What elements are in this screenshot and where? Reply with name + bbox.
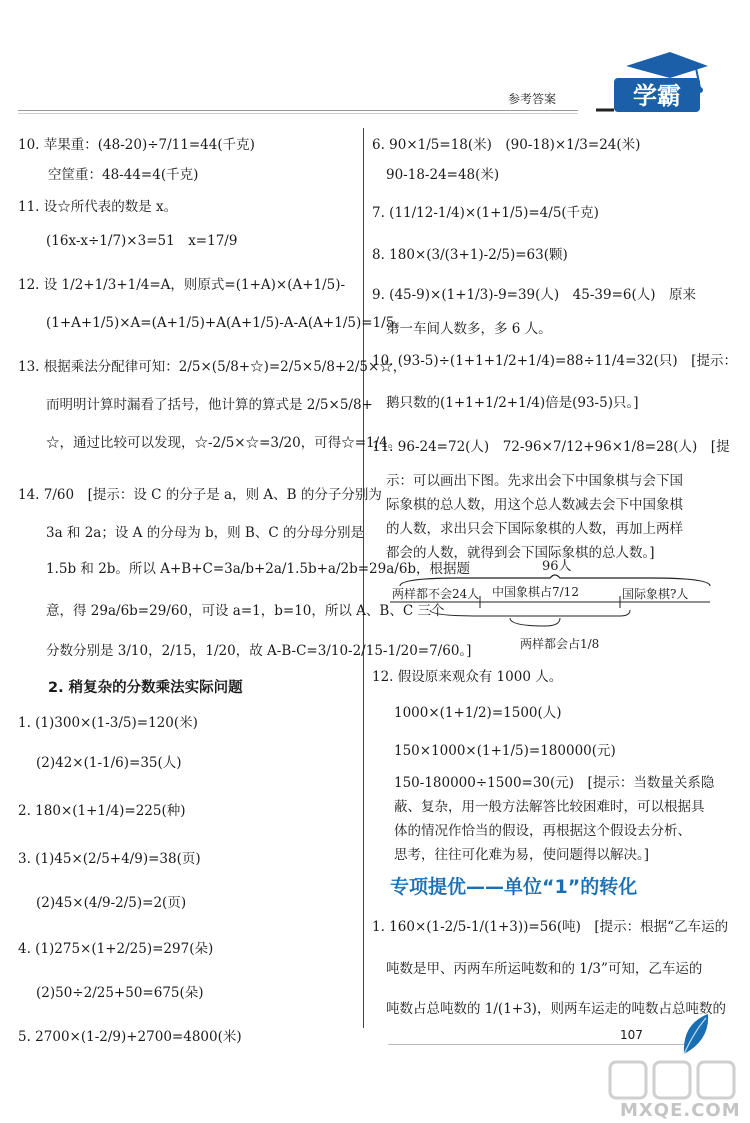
answer-line: 际象棋的总人数，用这个总人数减去会下中国象棋 xyxy=(386,497,683,513)
answer-line: 意，得 29a/6b=29/60，可设 a=1，b=10，所以 A、B、C 三个 xyxy=(46,603,445,619)
chess-diagram xyxy=(380,556,720,656)
column-divider xyxy=(363,128,364,1028)
special-section-title: 专项提优——单位“1”的转化 xyxy=(390,876,638,898)
answer-line: 90-18-24=48(米) xyxy=(386,167,500,183)
answer-line: 10. 苹果重：(48-20)÷7/11=44(千克) xyxy=(18,137,255,153)
answer-line: 的人数，求出只会下国际象棋的人数，再加上两样 xyxy=(386,521,683,537)
answer-line: 3a 和 2a；设 A 的分母为 b，则 B、C 的分母分别是 xyxy=(46,525,364,541)
answer-line: 吨数是甲、丙两车所运吨数和的 1/3”可知，乙车运的 xyxy=(386,961,703,977)
answer-line: 而明明计算时漏看了括号，他计算的算式是 2/5×5/8+ xyxy=(46,397,373,413)
leaf-icon xyxy=(680,1010,712,1058)
answer-line: (1+A+1/5)×A=(A+1/5)+A(A+1/5)-A-A(A+1/5)=1/5。 xyxy=(46,315,408,331)
answer-line: 13. 根据乘法分配律可知：2/5×(5/8+☆)=2/5×5/8+2/5×☆， xyxy=(18,359,407,375)
answer-line: 吨数占总吨数的 1/(1+3)，则两车运走的吨数占总吨数的 xyxy=(386,1001,726,1017)
answer-line: 7. (11/12-1/4)×(1+1/5)=4/5(千克) xyxy=(372,205,599,221)
answer-line: 12. 假设原来观众有 1000 人。 xyxy=(372,669,563,685)
answer-line: 3. (1)45×(2/5+4/9)=38(页) xyxy=(18,851,201,867)
watermark-text: MXQE.COM xyxy=(620,1100,741,1121)
diagram-total-label: 96人 xyxy=(542,559,572,574)
section-title: 2. 稍复杂的分数乘法实际问题 xyxy=(48,680,243,696)
footer-rule xyxy=(388,1044,688,1045)
answer-line: 分数分别是 3/10，2/15，1/20，故 A-B-C=3/10-2/15-1/20=7/60。] xyxy=(46,643,472,659)
answer-line: 示：可以画出下图。先求出会下中国象棋与会下国 xyxy=(386,473,683,489)
answer-line: 150-180000÷1500=30(元) [提示：当数量关系隐 xyxy=(394,775,715,791)
logo-text: 学霸 xyxy=(633,82,681,110)
page-number: 107 xyxy=(620,1028,643,1042)
diagram-intl-chess-label: 国际象棋?人 xyxy=(622,587,689,601)
answer-line: 4. (1)275×(1+2/25)=297(朵) xyxy=(18,941,214,957)
answer-line: 1. 160×(1-2/5-1/(1+3))=56(吨) [提示：根据“乙车运的 xyxy=(372,919,729,935)
header-rule xyxy=(18,110,578,111)
answer-line: 都会的人数，就得到会下国际象棋的总人数。] xyxy=(386,545,655,561)
answer-line: 5. 2700×(1-2/9)+2700=4800(米) xyxy=(18,1029,242,1045)
answer-line: 思考，往往可化难为易，使问题得以解决。] xyxy=(394,847,650,863)
answer-line: 150×1000×(1+1/5)=180000(元) xyxy=(394,743,616,759)
answer-line: 10. (93-5)÷(1+1+1/2+1/4)=88÷11/4=32(只) [提示： xyxy=(372,353,737,369)
diagram-chinese-chess-label: 中国象棋占7/12 xyxy=(492,585,579,599)
answer-line: 6. 90×1/5=18(米) (90-18)×1/3=24(米) xyxy=(372,137,641,153)
answer-line: 8. 180×(3/(3+1)-2/5)=63(颗) xyxy=(372,247,568,263)
answer-line: 第一车间人数多，多 6 人。 xyxy=(386,321,552,337)
answer-line: 11. 96-24=72(人) 72-96×7/12+96×1/8=28(人) [提 xyxy=(372,439,730,455)
answer-line: 14. 7/60 [提示：设 C 的分子是 a，则 A、B 的分子分别为 xyxy=(18,487,382,503)
diagram-both-label: 两样都会占1/8 xyxy=(520,637,600,651)
answer-line: 9. (45-9)×(1+1/3)-9=39(人) 45-39=6(人) 原来 xyxy=(372,287,697,303)
header-rule-secondary xyxy=(18,113,578,114)
xueba-logo xyxy=(596,52,708,122)
header-label: 参考答案 xyxy=(508,92,557,106)
answer-line: 1.5b 和 2b。所以 A+B+C=3a/b+2a/1.5b+a/2b=29a/6b，根据题 xyxy=(46,561,471,577)
answer-line: 2. 180×(1+1/4)=225(种) xyxy=(18,803,186,819)
answer-line: 1000×(1+1/2)=1500(人) xyxy=(394,705,562,721)
answer-line: 鹅只数的(1+1+1/2+1/4)倍是(93-5)只。] xyxy=(386,395,639,411)
answer-line: 空筐重：48-44=4(千克) xyxy=(48,167,199,183)
diagram-neither-label: 两样都不会24人 xyxy=(392,587,480,601)
answer-line: 蔽、复杂，用一般方法解答比较困难时，可以根据具 xyxy=(394,799,705,815)
answer-line: (2)45×(4/9-2/5)=2(页) xyxy=(36,895,187,911)
answer-line: (2)42×(1-1/6)=35(人) xyxy=(36,755,182,771)
answer-line: (16x-x÷1/7)×3=51 x=17/9 xyxy=(46,233,238,249)
answer-line: ☆，通过比较可以发现，☆-2/5×☆=3/20，可得☆=1/4。 xyxy=(46,435,402,451)
answer-line: 体的情况作恰当的假设，再根据这个假设去分析、 xyxy=(394,823,691,839)
answer-line: 12. 设 1/2+1/3+1/4=A，则原式=(1+A)×(A+1/5)- xyxy=(18,277,346,293)
answer-line: (2)50÷2/25+50=675(朵) xyxy=(36,985,204,1001)
answer-line: 1. (1)300×(1-3/5)=120(米) xyxy=(18,715,198,731)
answer-line: 11. 设☆所代表的数是 x。 xyxy=(18,199,178,215)
